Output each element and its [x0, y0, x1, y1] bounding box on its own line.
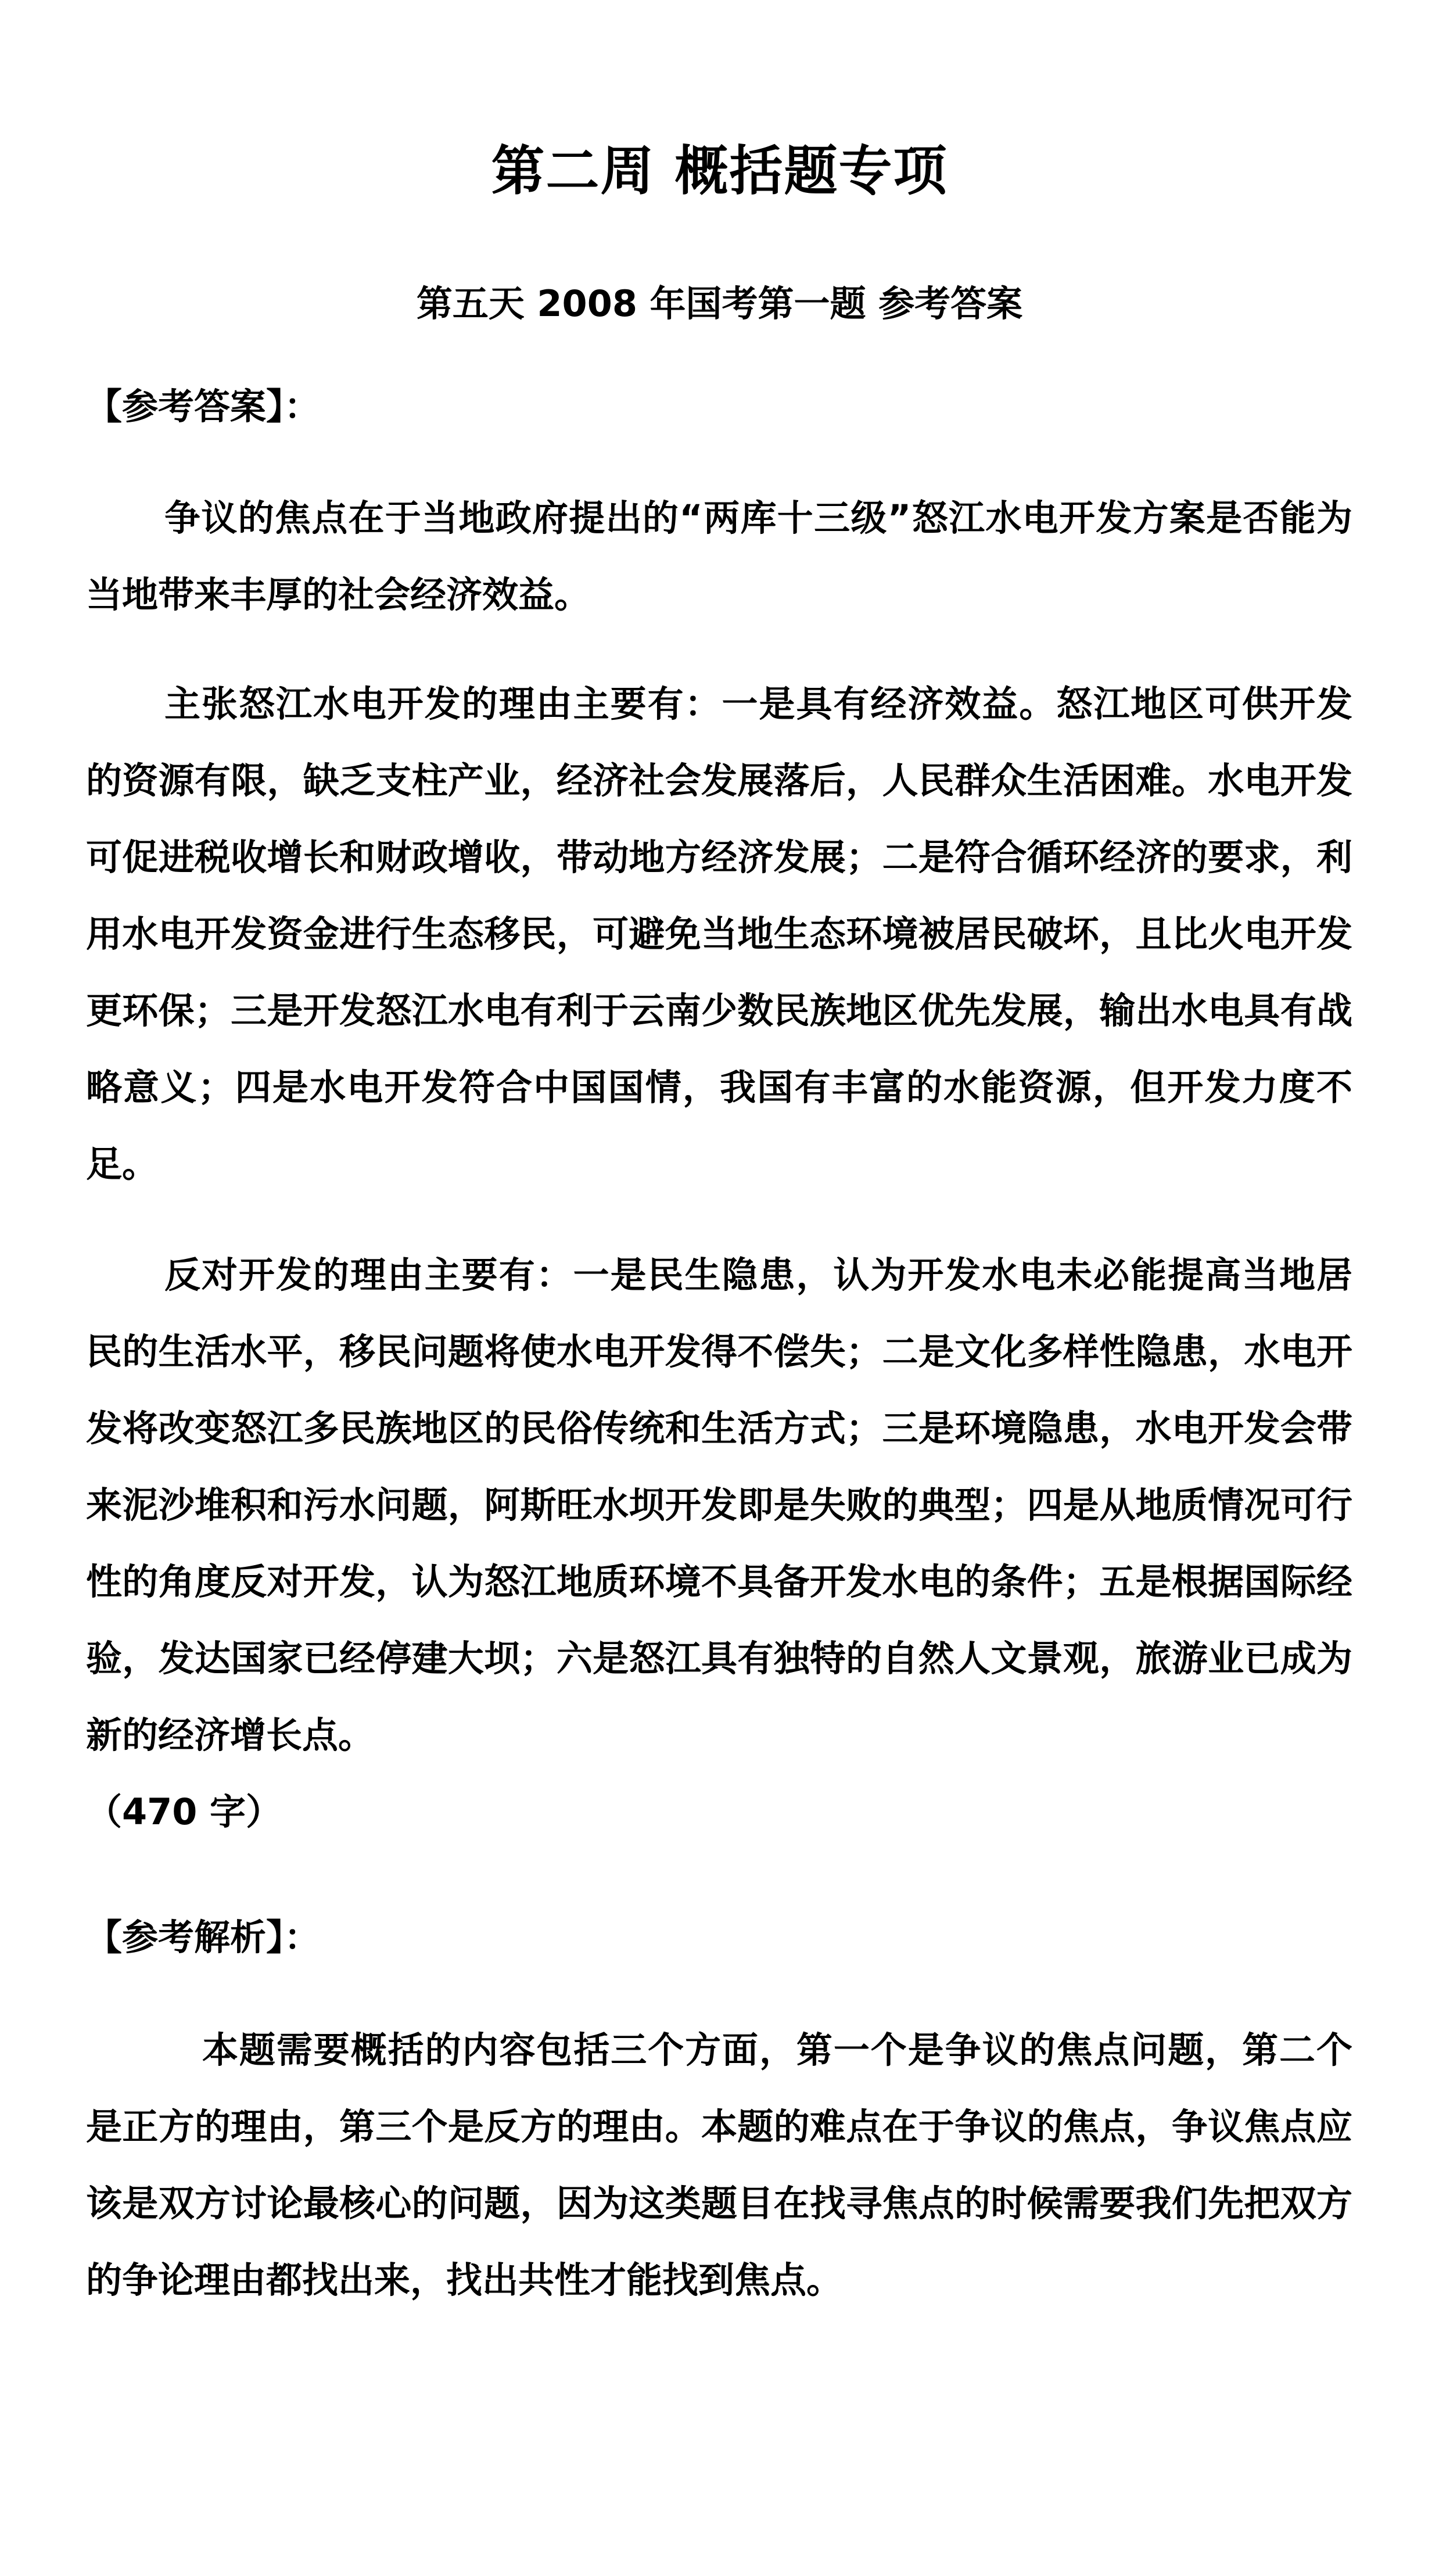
word-count: （470 字） [86, 1791, 282, 1833]
answer-paragraph-oppose [86, 1237, 1352, 1850]
analysis-section-label: 【参考解析】： [86, 1916, 321, 1958]
page-subtitle: 第五天 2008 年国考第一题 参考答案 [416, 282, 1023, 325]
answer-paragraph-oppose-text: 反对开发的理由主要有：一是民生隐患，认为开发水电未必能提高当地居民的生活水平，移民问题将使水电开发得不偿失；二是文化多样性隐患，水电开发将改变怒江多民族地区的民俗传统和生活方式；三是环境隐患，水电开发会带来泥沙堆积和污水问题，阿斯旺水坝开发即是失败的典型；四是从地质情况可行性的角度反对开发，认为怒江地质环境不具备开发水电的条件；五是根据国际经验，发达国家已经停建大坝；六是怒江具有独特的自然人文景观，旅游业已成为新的经济增长点。 [86, 1254, 1352, 1756]
answer-paragraph-support: 主张怒江水电开发的理由主要有：一是具有经济效益。怒江地区可供开发的资源有限，缺乏支柱产业，经济社会发展落后，人民群众生活困难。水电开发可促进税收增长和财政增收，带动地方经济发展；二是符合循环经济的要求，利用水电开发资金进行生态移民，可避免当地生态环境被居民破坏，且比火电开发更环保；三是开发怒江水电有利于云南少数民族地区优先发展，输出水电具有战略意义；四是水电开发符合中国国情，我国有丰富的水能资源，但开发力度不足。 [86, 683, 1352, 1185]
page-title: 第二周 概括题专项 [491, 140, 948, 202]
analysis-paragraph: 本题需要概括的内容包括三个方面，第一个是争议的焦点问题，第二个是正方的理由，第三个是反方的理由。本题的难点在于争议的焦点，争议焦点应该是双方讨论最核心的问题，因为这类题目在找寻焦点的时候需要我们先把双方的争论理由都找出来，找出共性才能找到焦点。 [86, 2029, 1352, 2301]
answer-section-label: 【参考答案】： [86, 385, 321, 428]
answer-paragraph-focus: 争议的焦点在于当地政府提出的“两库十三级”怒江水电开发方案是否能为当地带来丰厚的社会经济效益。 [86, 497, 1352, 616]
